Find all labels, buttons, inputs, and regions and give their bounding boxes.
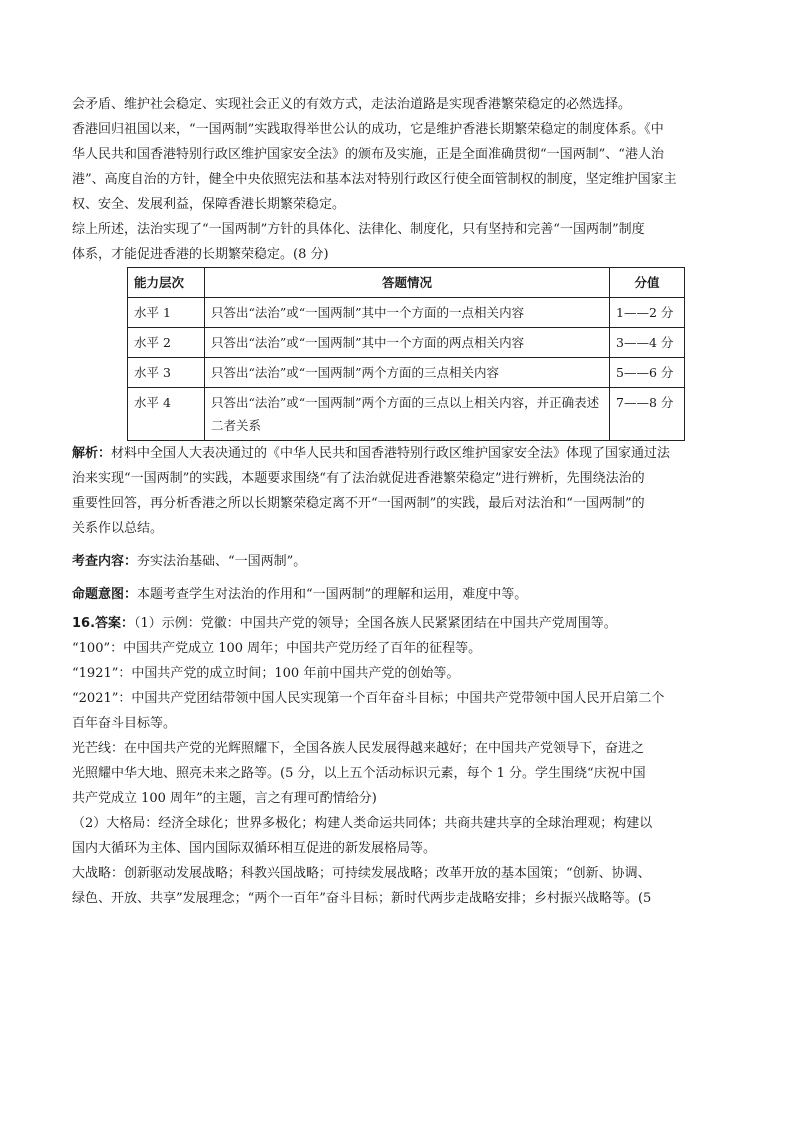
intent-label: 命题意图： <box>72 587 138 602</box>
row-description: 只答出“法治”或“一国两制”其中一个方面的两点相关内容 <box>205 328 610 358</box>
exam-content-label: 考查内容： <box>72 554 138 569</box>
analysis-line-first <box>72 441 712 466</box>
answer-16-text: （1）示例：党徽：中国共产党的领导；全国各族人民紧紧团结在中国共产党周围等。 <box>134 616 617 631</box>
table-row <box>128 328 685 358</box>
header-score: 分值 <box>610 268 685 298</box>
table-row <box>128 388 685 441</box>
row-level: 水平 3 <box>128 358 205 388</box>
analysis-text: 材料中全国人大表决通过的《中华人民共和国香港特别行政区维护国家安全法》体现了国家通过法 <box>111 446 671 461</box>
answer-16-line: “2021”：中国共产党团结带领中国人民实现第一个百年奋斗目标；中国共产党带领中国人民开启第二个 <box>72 691 665 706</box>
answer-16-line: 国内大循环为主体、国内国际双循环相互促进的新发展格局等。 <box>72 841 437 856</box>
table-row <box>128 298 685 328</box>
analysis-line: 重要性回答，再分析香港之所以长期繁荣稳定离不开“一国两制”的实践，最后对法治和“一国两制”的 <box>72 496 645 511</box>
row-score: 3——4 分 <box>610 328 685 358</box>
intent-line <box>72 582 712 607</box>
analysis-line: 治来实现“一国两制”的实践，本题要求围绕“有了法治就促进香港繁荣稳定”进行辨析，先围绕法治的 <box>72 471 645 486</box>
header-description: 答题情况 <box>205 268 610 298</box>
scoring-rubric-table <box>127 267 685 441</box>
answer-16-label: 16.答案： <box>72 616 135 631</box>
analysis-label: 解析： <box>72 446 112 461</box>
answer-16-line: “100”：中国共产党成立 100 周年；中国共产党历经了百年的征程等。 <box>72 641 482 656</box>
intro-line: 会矛盾、维护社会稳定、实现社会正义的有效方式，走法治道路是实现香港繁荣稳定的必然选择。 <box>72 97 632 112</box>
answer-16-line: 光芒线：在中国共产党的光辉照耀下，全国各族人民发展得越来越好；在中国共产党领导下，奋进之 <box>72 741 645 756</box>
row-description: 只答出“法治”或“一国两制”两个方面的三点相关内容 <box>205 358 610 388</box>
row-description: 只答出“法治”或“一国两制”两个方面的三点以上相关内容，并正确表述二者关系 <box>205 388 610 441</box>
answer-16-line: 大战略：创新驱动发展战略；科教兴国战略；可持续发展战略；改革开放的基本国策；“创新、协调、 <box>72 866 651 881</box>
row-level: 水平 4 <box>128 388 205 441</box>
row-level: 水平 1 <box>128 298 205 328</box>
answer-16-line: 绿色、开放、共享”发展理念；“两个一百年”奋斗目标；新时代两步走战略安排；乡村振兴战略等。(5 <box>72 891 652 906</box>
row-score: 7——8 分 <box>610 388 685 441</box>
analysis-line: 关系作以总结。 <box>72 521 164 536</box>
answer-16-line: 光照耀中华大地、照亮未来之路等。(5 分，以上五个活动标识元素，每个 1 分。学生围绕“庆祝中国 <box>72 766 646 781</box>
intro-paragraphs <box>72 92 712 267</box>
table-row <box>128 358 685 388</box>
analysis-section <box>72 441 712 541</box>
row-level: 水平 2 <box>128 328 205 358</box>
header-level: 能力层次 <box>128 268 205 298</box>
answer-16-line: 百年奋斗目标等。 <box>72 716 177 731</box>
answer-16-line: （2）大格局：经济全球化；世界多极化；构建人类命运共同体；共商共建共享的全球治理观；构建以 <box>72 816 653 831</box>
intro-line: 香港回归祖国以来，“一国两制”实践取得举世公认的成功，它是维护香港长期繁荣稳定的制度体系。《中 <box>72 122 664 137</box>
intro-line: 权、安全、发展利益，保障香港长期繁荣稳定。 <box>72 197 346 212</box>
answer-16-section <box>72 611 712 911</box>
intro-line: 港”、高度自治的方针，健全中央依照宪法和基本法对特别行政区行使全面管制权的制度，坚定维护国家主 <box>72 172 677 187</box>
answer-16-first-line <box>72 611 712 636</box>
intro-line: 综上所述，法治实现了“一国两制”方针的具体化、法律化、制度化，只有坚持和完善“一国两制”制度 <box>72 222 645 237</box>
intro-line: 体系，才能促进香港的长期繁荣稳定。(8 分) <box>72 247 329 262</box>
table-header-row <box>128 268 685 298</box>
intro-line: 华人民共和国香港特别行政区维护国家安全法》的颁布及实施，正是全面准确贯彻“一国两制”、“港人治 <box>72 147 664 162</box>
document-page <box>72 92 712 911</box>
exam-content-line <box>72 549 712 574</box>
answer-16-line: 共产党成立 100 周年”的主题，言之有理可酌情给分) <box>72 791 377 806</box>
answer-16-line: “1921”：中国共产党的成立时间；100 年前中国共产党的创始等。 <box>72 666 460 681</box>
row-description: 只答出“法治”或“一国两制”其中一个方面的一点相关内容 <box>205 298 610 328</box>
row-score: 5——6 分 <box>610 358 685 388</box>
intent-text: 本题考查学生对法治的作用和“一国两制”的理解和运用，难度中等。 <box>137 587 528 602</box>
row-score: 1——2 分 <box>610 298 685 328</box>
exam-content-text: 夯实法治基础、“一国两制”。 <box>137 554 307 569</box>
